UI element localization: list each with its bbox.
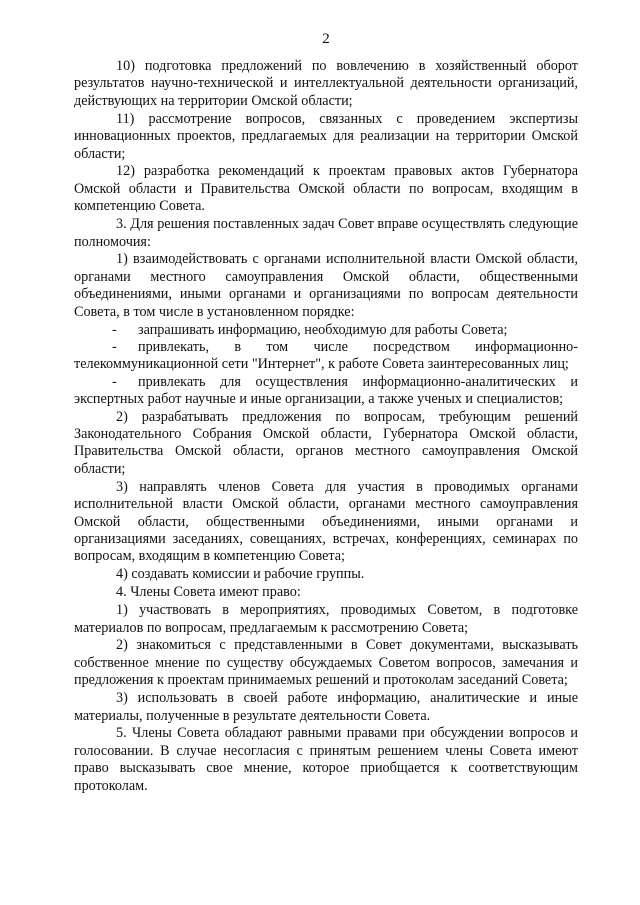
document-body <box>74 58 578 795</box>
dash-bullet: - <box>112 339 117 355</box>
dash-item-text: привлекать, в том числе посредством информационно-телекоммуникационной сети "Интернет", к работе Совета заинтересованных лиц; <box>74 339 578 373</box>
paragraph: 3. Для решения поставленных задач Совет вправе осуществлять следующие полномочия: <box>74 216 578 250</box>
dash-bullet: - <box>112 373 117 390</box>
dash-list-item <box>74 322 578 339</box>
paragraph: 3) использовать в своей работе информацию, аналитические и иные материалы, полученные в результате деятельности Совета. <box>74 690 578 724</box>
page-number: 2 <box>322 31 330 47</box>
dash-item-text: привлекать для осуществления информационно-аналитических и экспертных работ научные и иные организации, а также ученых и специалистов; <box>74 373 578 408</box>
paragraph: 10) подготовка предложений по вовлечению в хозяйственный оборот результатов научно-технической и интеллектуальной деятельности организаций, действующих на территории Омской области; <box>74 58 578 109</box>
paragraph: 11) рассмотрение вопросов, связанных с проведением экспертизы инновационных проектов, предлагаемых для реализации на территории Омской области; <box>74 110 578 162</box>
paragraph: 2) разрабатывать предложения по вопросам, требующим решений Законодательного Собрания Омской области, Губернатора Омской области, Правительства Омской области, органов местного самоуправления Омской области; <box>74 408 578 477</box>
paragraph: 4) создавать комиссии и рабочие группы. <box>116 566 365 583</box>
dash-item-text: запрашивать информацию, необходимую для работы Совета; <box>138 321 508 338</box>
paragraph: 1) взаимодействовать с органами исполнительной власти Омской области, органами местного самоуправления Омской области, общественными объединениями, иными органами и организациями по вопросам деятельности Совета, в том числе в установленном порядке: <box>74 251 578 320</box>
paragraph: 3) направлять членов Совета для участия в проводимых органами исполнительной власти Омской области, органами местного самоуправления Омской области, общественными объединениями, иными органами и организациями заседаниях, совещаниях, встречах, конференциях, семинарах по вопросам, входящим в компетенцию Совета; <box>74 478 578 565</box>
paragraph: 1) участвовать в мероприятиях, проводимых Советом, в подготовке материалов по вопросам, предлагаемым к рассмотрению Совета; <box>74 602 578 636</box>
dash-bullet: - <box>112 321 117 338</box>
paragraph: 2) знакомиться с представленными в Совет документами, высказывать собственное мнение по существу обсуждаемых Советом вопросов, замечания и предложения к проектам принимаемых решений и протоколам заседаний Совета; <box>74 637 578 689</box>
paragraph: 4. Члены Совета имеют право: <box>116 584 301 601</box>
dash-list-item <box>74 339 578 374</box>
paragraph: 12) разработка рекомендаций к проектам правовых актов Губернатора Омской области и Правительства Омской области по вопросам, входящим в компетенцию Совета. <box>74 163 578 215</box>
dash-list-item <box>74 374 578 409</box>
paragraph: 5. Члены Совета обладают равными правами при обсуждении вопросов и голосовании. В случае несогласия с принятым решением члены Совета имеют право высказывать свое мнение, которое приобщается к соответствующим протоколам. <box>74 725 578 794</box>
